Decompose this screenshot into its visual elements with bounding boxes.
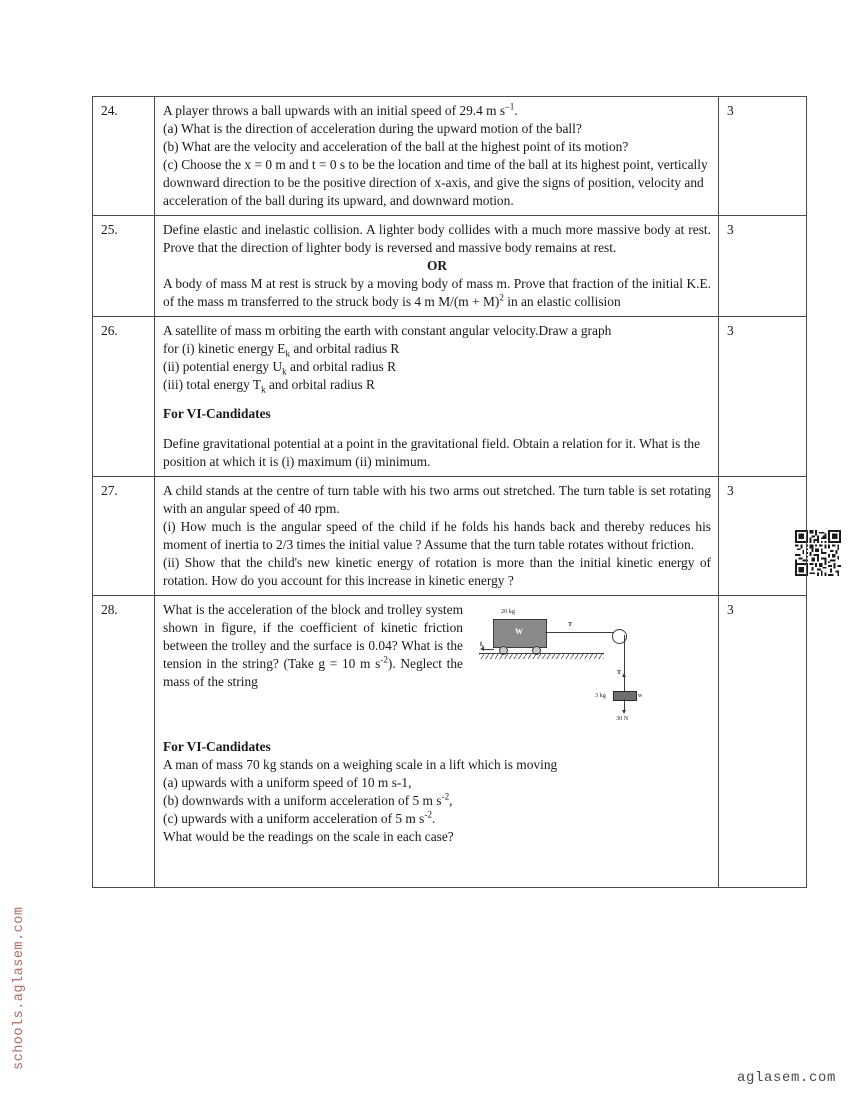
subscript: k (285, 349, 291, 360)
question-number: 28. (93, 595, 155, 887)
ground-hatching (479, 653, 604, 659)
table-row (93, 216, 807, 317)
friction-force-arrow (483, 649, 494, 650)
question-table (92, 96, 807, 888)
superscript: -2 (424, 809, 432, 820)
spacer (163, 727, 711, 738)
vi-candidates-text: Define gravitational potential at a point in the gravitational field. Obtain a relation for it. What is the position at which it is (i) maximum (ii) minimum. (163, 435, 701, 469)
question-number: 25. (93, 216, 155, 317)
question-marks: 3 (719, 595, 807, 887)
tension-arrow-top (567, 632, 576, 633)
tension-arrow-bottom (624, 677, 625, 687)
weight-force-arrow (624, 699, 625, 712)
question-body (155, 216, 719, 317)
tension-label-bottom: T (617, 668, 622, 676)
question-number: 26. (93, 317, 155, 476)
question-line: A player throws a ball upwards with an initial speed of 29.4 m $s^{-1}$. (163, 101, 518, 118)
table-row (93, 317, 807, 476)
question-marks: 3 (719, 97, 807, 216)
brand-footer-text: aglasem.com (736, 1070, 836, 1086)
question-paragraph: What is the acceleration of the block and trolley system shown in figure, if the coefficient of kinetic friction between the trolley and the surface is 0.04? What is the tension in the string? (Take g = 10 m $s^{-2}$). Neglect the mass of the string (163, 601, 463, 689)
question-line: A satellite of mass m orbiting the earth with constant angular velocity.Draw a graph (163, 323, 612, 339)
superscript: -2 (380, 654, 388, 665)
vi-candidates-line: A man of mass 70 kg stands on a weighing scale in a lift which is moving (163, 756, 558, 772)
question-line: (ii) potential energy $U_k$ and orbital radius R (163, 359, 397, 378)
question-body (155, 97, 719, 216)
superscript: –1 (505, 101, 515, 112)
spacer (163, 394, 711, 405)
question-line: for (i) kinetic energy $E_k$ and orbital radius R (163, 341, 400, 360)
or-label: OR (426, 258, 448, 274)
question-line: (c) Choose the x = 0 m and t = 0 s to be the location and time of the ball at its highest point, vertically downward direction to be the positive direction of x-axis, and give the signs of position, velocity and acceleration of the ball during its upward, and downward motion. (163, 157, 708, 209)
side-watermark-text: schools.aglasem.com (12, 906, 27, 1070)
vi-candidates-line: (a) upwards with a uniform speed of 10 m s-1, (163, 774, 412, 790)
table-row (93, 476, 807, 595)
question-paragraph: Define elastic and inelastic collision. A lighter body collides with a much more massive body at rest. Prove that the direction of lighter body is reversed and massive body remains at rest. (163, 222, 711, 256)
question-marks: 3 (719, 216, 807, 317)
question-marks: 3 (719, 317, 807, 476)
trolley-pulley-diagram (475, 605, 650, 727)
tension-label-top: T (568, 620, 573, 628)
hanging-mass-label: 3 kg (595, 691, 606, 699)
spacer (163, 424, 711, 435)
question-body (155, 595, 719, 887)
question-with-figure (163, 601, 711, 727)
question-number: 24. (93, 97, 155, 216)
string-horizontal (545, 632, 618, 633)
superscript: 2 (499, 292, 504, 303)
trolley-mass-label: 20 kg (501, 607, 515, 615)
subscript: k (282, 367, 287, 378)
vi-candidates-line: (c) upwards with a uniform acceleration of 5 m $s^{-2}$. (163, 809, 436, 826)
vi-candidates-line: (b) downwards with a uniform acceleration of 5 m $s^{-2}$, (163, 791, 453, 808)
vi-candidates-heading: For VI-Candidates (163, 738, 271, 754)
subscript: k (261, 385, 266, 396)
question-paragraph: A child stands at the centre of turn table with his two arms out stretched. The turn table is set rotating with an angular speed of 40 rpm. (163, 482, 711, 516)
question-paragraph: (i) How much is the angular speed of the child if he folds his hands back and thereby reduces his moment of inertia to 2/3 times the initial value ? Assume that the turn table rotates without friction. (163, 518, 711, 552)
question-number: 27. (93, 476, 155, 595)
weight-value-label: 30 N (616, 714, 629, 722)
physics-figure (469, 601, 711, 727)
question-body (155, 476, 719, 595)
spacer (163, 846, 711, 882)
table-row (93, 97, 807, 216)
question-marks: 3 (719, 476, 807, 595)
vi-candidates-line: What would be the readings on the scale in each case? (163, 828, 454, 844)
hanging-weight-label: w (638, 691, 643, 699)
question-line: (iii) total energy $T_k$ and orbital radius R (163, 377, 375, 396)
friction-label: $f_k$ (480, 640, 485, 649)
vi-candidates-heading: For VI-Candidates (163, 406, 271, 422)
question-body (155, 317, 719, 476)
table-row (93, 595, 807, 887)
question-paragraph: A body of mass M at rest is struck by a moving body of mass m. Prove that fraction of the initial K.E. of the mass m transferred to the struck body is 4 m $M/(m + M)^2$ in an elastic collision (163, 276, 711, 310)
superscript: -2 (441, 791, 450, 802)
trolley-weight-label: W (515, 626, 523, 636)
question-paragraph: (ii) Show that the child's new kinetic energy of rotation is more than the initial kinetic energy of rotation. How do you account for this increase in kinetic energy ? (163, 554, 711, 588)
hanging-block (613, 691, 637, 701)
question-line: (a) What is the direction of acceleration during the upward motion of the ball? (163, 121, 582, 137)
question-line: (b) What are the velocity and acceleration of the ball at the highest point of its motion? (163, 139, 629, 155)
